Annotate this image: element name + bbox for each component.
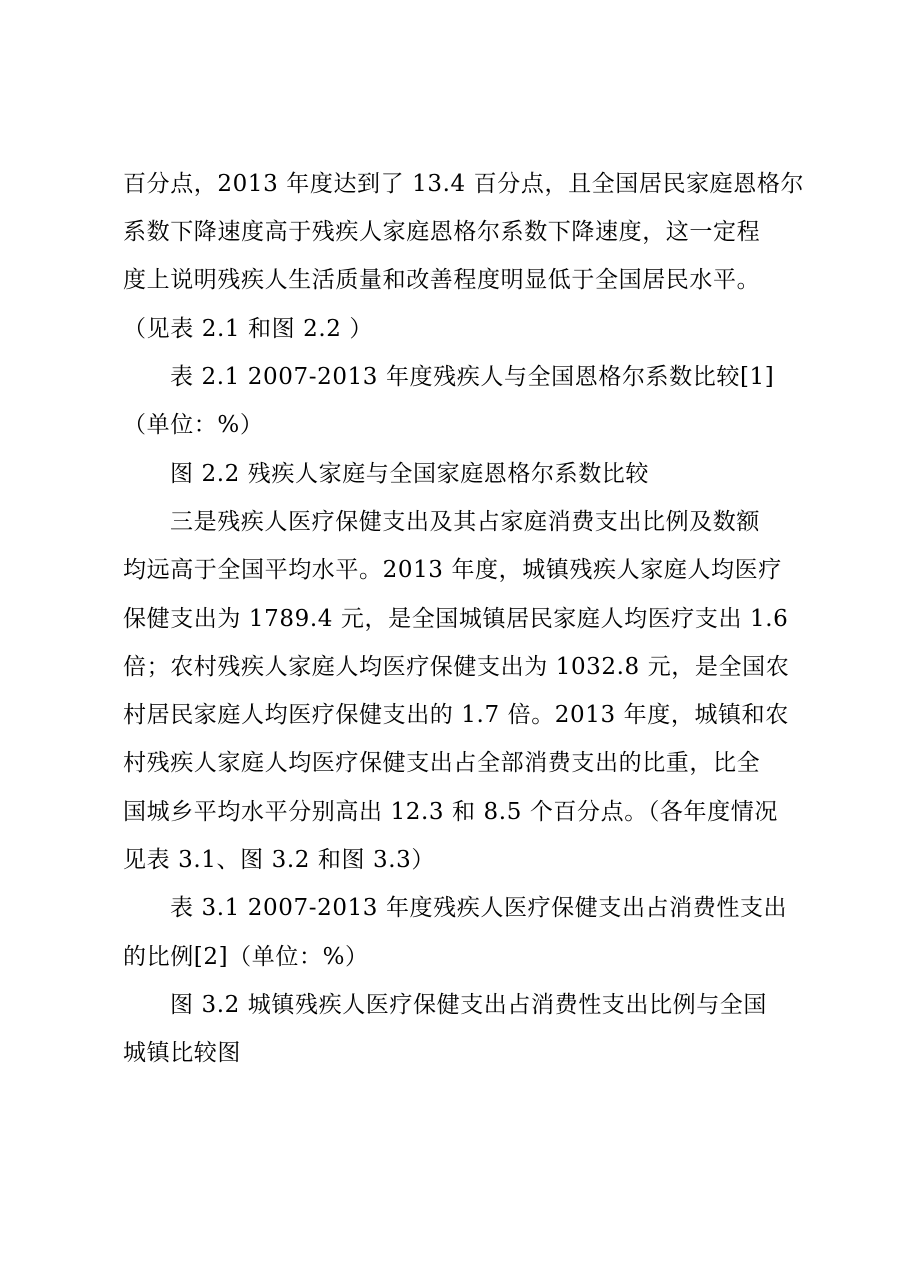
text-line: （见表 2.1 和图 2.2 ） bbox=[123, 316, 373, 342]
text-line: 度上说明残疾人生活质量和改善程度明显低于全国居民水平。 bbox=[123, 267, 761, 293]
paragraph-line: 倍；农村残疾人家庭人均医疗保健支出为 1032.8 元，是全国农 bbox=[123, 654, 790, 680]
paragraph-line: 三是残疾人医疗保健支出及其占家庭消费支出比例及数额 bbox=[170, 509, 760, 535]
paragraph-line: 保健支出为 1789.4 元，是全国城镇居民家庭人均医疗支出 1.6 bbox=[123, 606, 789, 632]
paragraph-line: 村残疾人家庭人均医疗保健支出占全部消费支出的比重，比全 bbox=[123, 750, 761, 776]
table-caption: 表 2.1 2007-2013 年度残疾人与全国恩格尔系数比较[1] bbox=[170, 364, 775, 390]
figure-caption: 城镇比较图 bbox=[123, 1040, 241, 1066]
table-caption: 的比例[2]（单位：%） bbox=[123, 944, 369, 970]
text-line: 百分点，2013 年度达到了 13.4 百分点，且全国居民家庭恩格尔 bbox=[123, 171, 805, 197]
paragraph-line: 见表 3.1、图 3.2 和图 3.3） bbox=[123, 847, 435, 873]
table-caption: 表 3.1 2007-2013 年度残疾人医疗保健支出占消费性支出 bbox=[170, 895, 788, 921]
table-unit: （单位：%） bbox=[123, 412, 264, 438]
paragraph-line: 国城乡平均水平分别高出 12.3 和 8.5 个百分点。（各年度情况 bbox=[123, 799, 778, 825]
figure-caption: 图 2.2 残疾人家庭与全国家庭恩格尔系数比较 bbox=[170, 461, 649, 487]
paragraph-line: 均远高于全国平均水平。2013 年度，城镇残疾人家庭人均医疗 bbox=[123, 557, 782, 583]
paragraph-line: 村居民家庭人均医疗保健支出的 1.7 倍。2013 年度，城镇和农 bbox=[123, 702, 789, 728]
figure-caption: 图 3.2 城镇残疾人医疗保健支出占消费性支出比例与全国 bbox=[170, 992, 767, 1018]
text-line: 系数下降速度高于残疾人家庭恩格尔系数下降速度，这一定程 bbox=[123, 219, 761, 245]
